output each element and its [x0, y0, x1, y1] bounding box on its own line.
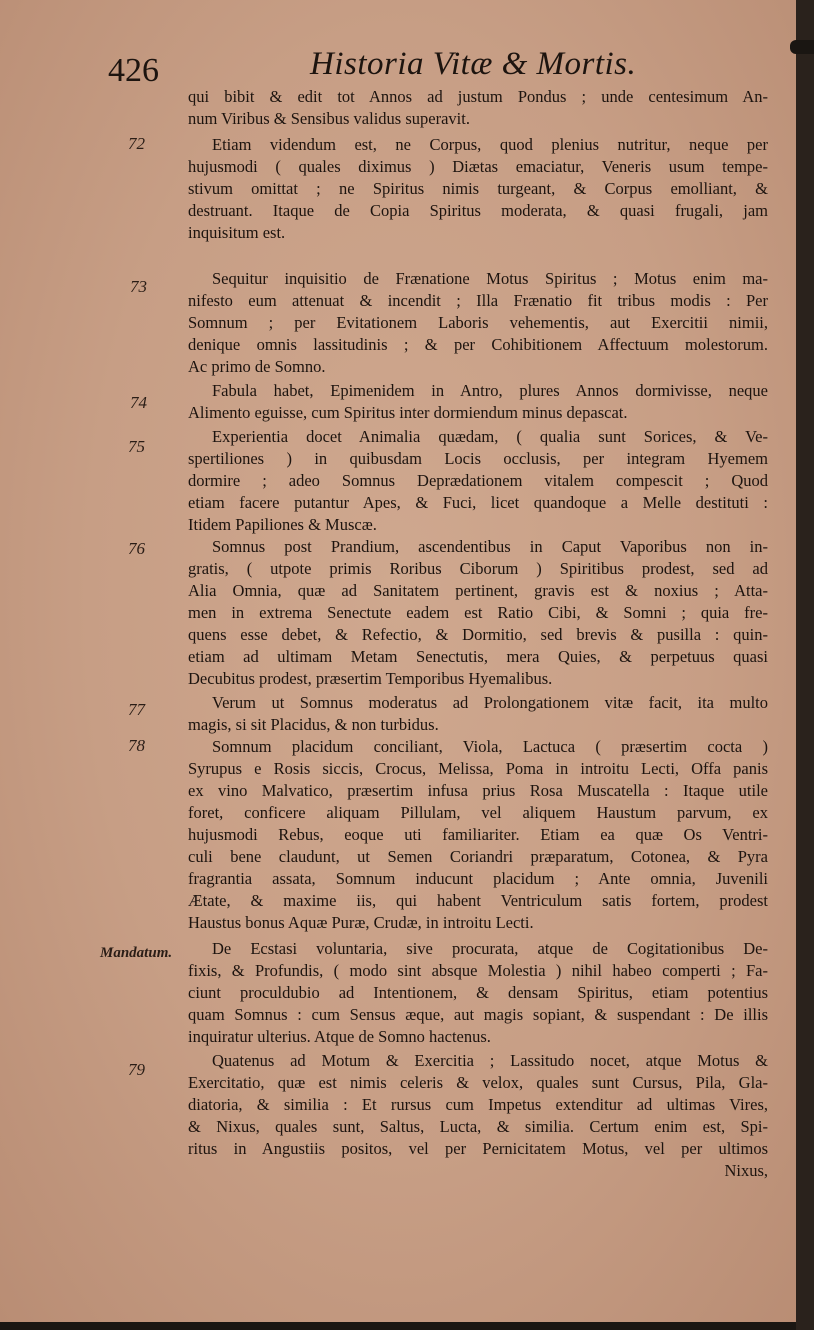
margin-number-78: 78 — [128, 736, 145, 755]
text-line: etiam ad ultimam Metam Senectutis, mera Quies, & perpetuus quasi — [188, 647, 768, 666]
text-line: quens esse debet, & Refectio, & Dormitio, sed brevis & pusilla : quin- — [188, 625, 768, 644]
text-line: foret, conficere aliquam Pillulam, vel aliquem Haustum parvum, ex — [188, 803, 768, 822]
text-line: magis, si sit Placidus, & non turbidus. — [188, 715, 439, 734]
text-line: ciunt proculdubio ad Intentionem, & densam Spiritus, etiam potentius — [188, 983, 768, 1002]
text-line: Sequitur inquisitio de Frænatione Motus Spiritus ; Motus enim ma- — [212, 269, 768, 288]
page-corner-mark — [790, 40, 814, 54]
text-line: denique omnis lassitudinis ; & per Cohibitionem Affectuum molestorum. — [188, 335, 768, 354]
text-line: ex vino Malvatico, præsertim infusa prius Rosa Muscatella : Itaque utile — [188, 781, 768, 800]
text-line: Syrupus e Rosis siccis, Crocus, Melissa, Poma in introitu Lecti, Offa panis — [188, 759, 768, 778]
running-title: Historia Vitæ & Mortis. — [310, 46, 637, 82]
paragraph-continuation — [188, 86, 768, 130]
text-line: Etiam videndum est, ne Corpus, quod plenius nutritur, neque per — [212, 135, 768, 154]
margin-note-mandatum: Mandatum. — [100, 945, 173, 961]
margin-number-72: 72 — [128, 134, 145, 153]
text-line: Verum ut Somnus moderatus ad Prolongationem vitæ facit, ita multo — [212, 693, 768, 712]
text-line: Alimento eguisse, cum Spiritus inter dormiendum minus depascat. — [188, 403, 628, 422]
text-line: hujusmodi ( quales diximus ) Diætas emaciatur, Veneris usum tempe- — [188, 157, 768, 176]
paragraph-72 — [188, 134, 768, 244]
paragraph-mandatum — [188, 938, 768, 1048]
text-line: fixis, & Profundis, ( modo sint absque Molestia ) nihil habeo comperti ; Fa- — [188, 961, 768, 980]
text-line: num Viribus & Sensibus validus superavit. — [188, 109, 470, 128]
margin-number-77: 77 — [128, 700, 145, 719]
text-line: inquiratur ulterius. Atque de Somno hactenus. — [188, 1027, 491, 1046]
margin-number-79: 79 — [128, 1060, 145, 1079]
text-line: Quatenus ad Motum & Exercitia ; Lassitudo nocet, atque Motus & — [212, 1051, 768, 1070]
text-line: Decubitus prodest, præsertim Temporibus Hyemalibus. — [188, 669, 553, 688]
text-line: De Ecstasi voluntaria, sive procurata, atque de Cogitationibus De- — [212, 939, 768, 958]
text-line: quam Somnus : cum Sensus æque, aut magis sopiant, & suspendant : De illis — [188, 1005, 768, 1024]
text-line: dormire ; adeo Somnus Deprædationem vitalem compescit ; Quod — [188, 471, 768, 490]
text-line: Exercitatio, quæ est nimis celeris & velox, quales sunt Cursus, Pila, Gla- — [188, 1073, 768, 1092]
paragraph-79 — [188, 1050, 768, 1182]
text-line: Somnum placidum conciliant, Viola, Lactuca ( præsertim cocta ) — [212, 737, 768, 756]
text-line: Ac primo de Somno. — [188, 357, 326, 376]
margin-number-76: 76 — [128, 539, 145, 558]
paragraph-78 — [188, 736, 768, 934]
paragraph-74 — [188, 380, 768, 424]
text-line: ritus in Angustiis positos, vel per Pernicitatem Motus, vel per ultimos — [188, 1139, 768, 1158]
text-line: Alia Omnia, quæ ad Sanitatem pertinent, gravis est & noxius ; Atta- — [188, 581, 768, 600]
text-line: fragrantia assata, Somnum inducunt placidum ; Ante omnia, Juvenili — [188, 869, 768, 888]
text-line: Haustus bonus Aquæ Puræ, Crudæ, in introitu Lecti. — [188, 913, 534, 932]
margin-number-75: 75 — [128, 437, 145, 456]
text-line: men in extrema Senectute eadem est Ratio Cibi, & Somni ; quia fre- — [188, 603, 768, 622]
text-line: diatoria, & similia : Et rursus cum Impetus extenditur ad ultimas Vires, — [188, 1095, 768, 1114]
text-line: inquisitum est. — [188, 223, 286, 242]
text-line: Somnus post Prandium, ascendentibus in Caput Vaporibus non in- — [212, 537, 768, 556]
margin-number-73: 73 — [130, 277, 147, 296]
text-line: qui bibit & edit tot Annos ad justum Pondus ; unde centesimum An- — [188, 87, 768, 106]
paragraph-76 — [188, 536, 768, 690]
text-line: spertiliones ) in quibusdam Locis occlusis, per integram Hyemem — [188, 449, 768, 468]
text-line: & Nixus, quales sunt, Saltus, Lucta, & similia. Certum enim est, Spi- — [188, 1117, 768, 1136]
text-line: etiam facere putantur Apes, & Fuci, licet quandoque a Melle destituti : — [188, 493, 768, 512]
text-line: destruant. Itaque de Copia Spiritus moderata, & quasi frugali, jam — [188, 201, 768, 220]
paragraph-75 — [188, 426, 768, 536]
margin-number-74: 74 — [130, 393, 147, 412]
page-edge-shadow — [796, 0, 814, 1330]
text-line: hujusmodi Rebus, eoque uti familiariter. Etiam ea quæ Os Ventri- — [188, 825, 768, 844]
text-line: nifesto eum attenuat & incendit ; Illa Frænatio fit tribus modis : Per — [188, 291, 768, 310]
text-line: Fabula habet, Epimenidem in Antro, plures Annos dormivisse, neque — [212, 381, 768, 400]
text-line: gratis, ( utpote primis Roribus Ciborum ) Spiritibus prodest, sed ad — [188, 559, 768, 578]
text-line: Experientia docet Animalia quædam, ( qualia sunt Sorices, & Ve- — [212, 427, 768, 446]
text-line: Itidem Papiliones & Muscæ. — [188, 515, 377, 534]
catchword: Nixus, — [724, 1161, 768, 1180]
text-line: Ætate, & maxime iis, qui habent Ventriculum satis fortem, prodest — [188, 891, 768, 910]
paragraph-73 — [188, 268, 768, 378]
text-line: Somnum ; per Evitationem Laboris vehementis, aut Exercitii nimii, — [188, 313, 768, 332]
text-line: culi bene claudunt, ut Semen Coriandri præparatum, Cotonea, & Pyra — [188, 847, 768, 866]
page-number: 426 — [108, 52, 159, 89]
text-line: stivum omittat ; ne Spiritus nimis turgeant, & Corpus emolliant, & — [188, 179, 768, 198]
paragraph-77 — [188, 692, 768, 736]
